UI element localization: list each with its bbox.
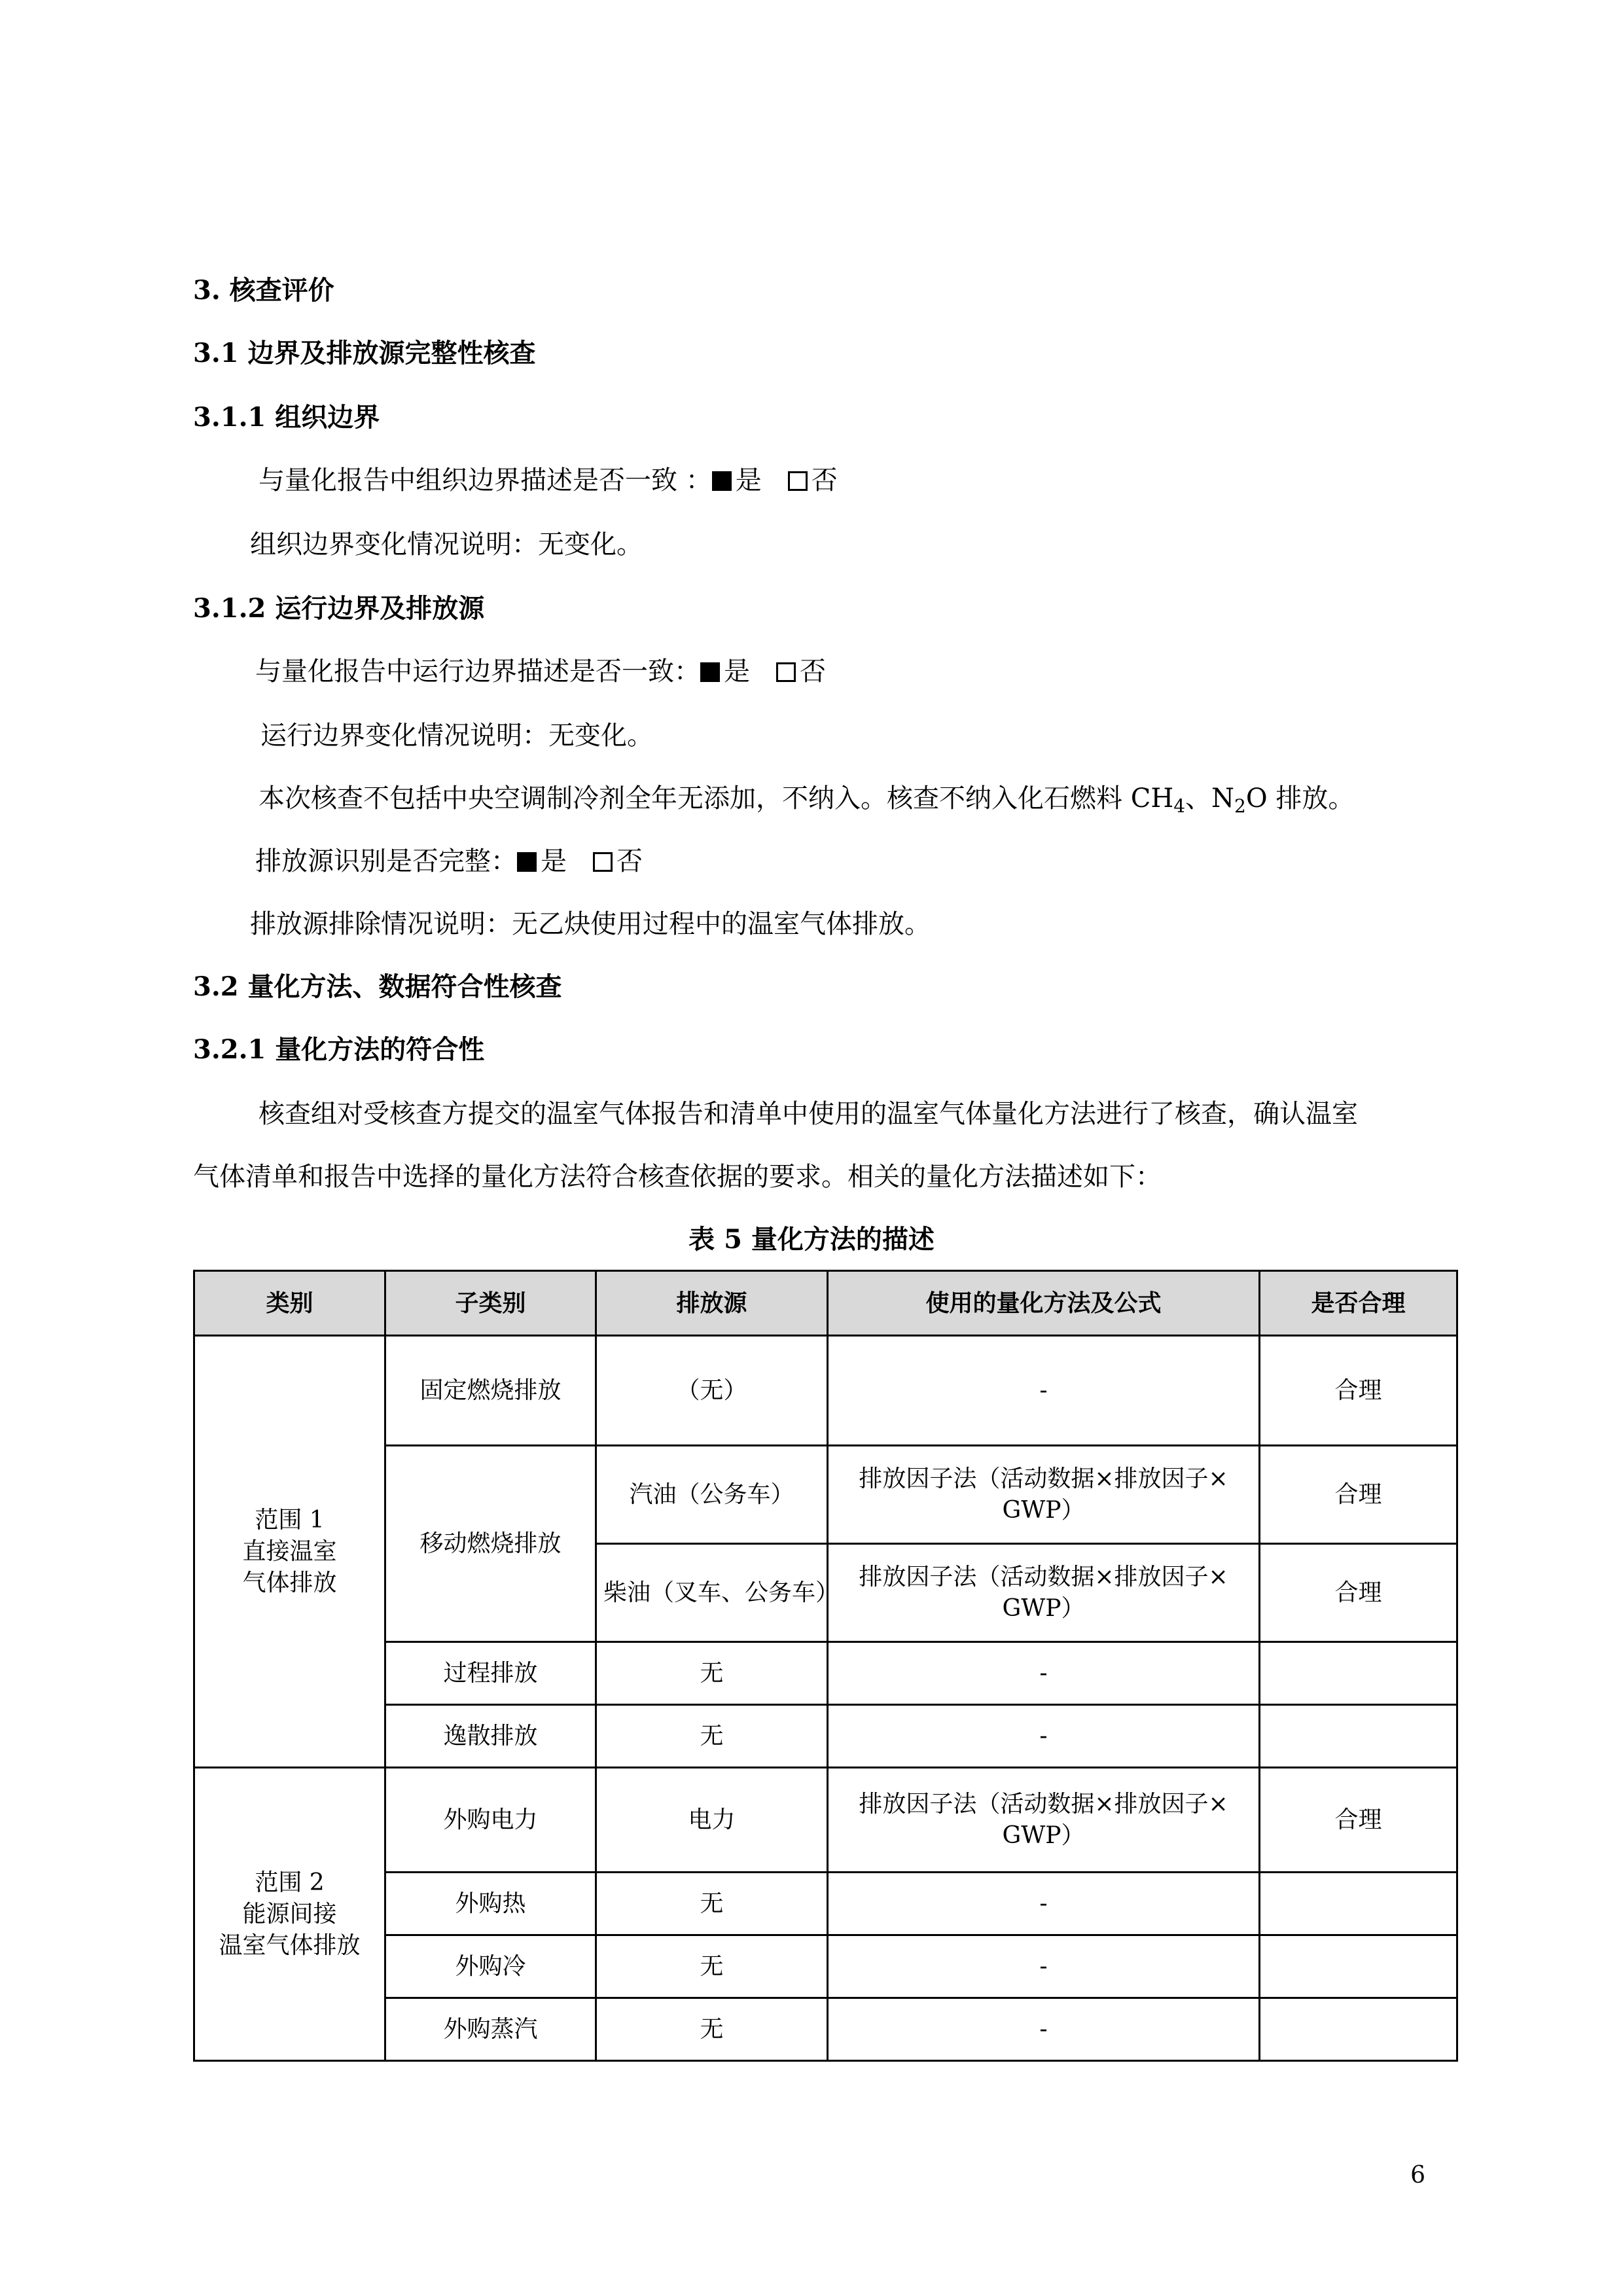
- heading-3-1-2: 3.1.2 运行边界及排放源: [193, 593, 485, 624]
- subcategory-cell: 外购热: [385, 1873, 596, 1935]
- method-cell: 排放因子法（活动数据×排放因子× GWP）: [828, 1544, 1260, 1642]
- reasonable-cell: [1260, 1873, 1457, 1935]
- checked-checkbox-icon: [712, 471, 732, 491]
- method-cell: -: [828, 1998, 1260, 2061]
- op-boundary-question: [255, 655, 826, 689]
- subcategory-cell: 移动燃烧排放: [385, 1446, 596, 1642]
- source-cell: 无: [596, 1705, 828, 1768]
- checked-checkbox-icon: [517, 852, 537, 872]
- reasonable-cell: [1260, 1642, 1457, 1705]
- method-paragraph-line2: 气体清单和报告中选择的量化方法符合核查依据的要求。相关的量化方法描述如下：: [193, 1162, 1162, 1192]
- source-cell: 柴油（叉车、公务车）: [596, 1544, 828, 1642]
- heading-3-2-1: 3.2.1 量化方法的符合性: [193, 1034, 485, 1065]
- table-caption: 表 5 量化方法的描述: [688, 1224, 935, 1255]
- subcategory-cell: 固定燃烧排放: [385, 1336, 596, 1446]
- heading-3-1-1: 3.1.1 组织边界: [193, 402, 380, 433]
- table-row: [194, 1768, 1457, 1873]
- subcategory-cell: 外购蒸汽: [385, 1998, 596, 2061]
- source-cell: （无）: [596, 1336, 828, 1446]
- op-yes-label: 是: [724, 656, 750, 687]
- org-boundary-question: [259, 463, 838, 497]
- reasonable-cell: 合理: [1260, 1336, 1457, 1446]
- method-cell: 排放因子法（活动数据×排放因子× GWP）: [828, 1446, 1260, 1544]
- source-cell: 无: [596, 1998, 828, 2061]
- org-boundary-question-text: 与量化报告中组织边界描述是否一致 ：: [259, 465, 712, 495]
- method-cell: -: [828, 1873, 1260, 1935]
- unchecked-checkbox-icon: [788, 471, 808, 491]
- org-boundary-change: 组织边界变化情况说明：无变化。: [250, 529, 643, 560]
- method-paragraph-line1: 核查组对受核查方提交的温室气体报告和清单中使用的温室气体量化方法进行了核查，确认温室: [259, 1099, 1358, 1129]
- op-boundary-question-text: 与量化报告中运行边界描述是否一致：: [255, 656, 700, 687]
- op-boundary-change: 运行边界变化情况说明：无变化。: [260, 721, 653, 751]
- header-emission-source: 排放源: [596, 1271, 828, 1336]
- reasonable-cell: [1260, 1998, 1457, 2061]
- subcategory-cell: 外购电力: [385, 1768, 596, 1873]
- unchecked-checkbox-icon: [776, 662, 796, 682]
- header-method: 使用的量化方法及公式: [828, 1271, 1260, 1336]
- reasonable-cell: 合理: [1260, 1768, 1457, 1873]
- table-header-row: [194, 1271, 1457, 1336]
- heading-3-2: 3.2 量化方法、数据符合性核查: [193, 971, 562, 1002]
- source-cell: 无: [596, 1873, 828, 1935]
- subcategory-cell: 外购冷: [385, 1935, 596, 1998]
- source-completeness-question: 排放源识别是否完整： 是 否: [255, 846, 643, 876]
- reasonable-cell: 合理: [1260, 1544, 1457, 1642]
- source-cell: 汽油（公务车）: [596, 1446, 828, 1544]
- heading-3: 3. 核查评价: [193, 275, 334, 306]
- method-cell: -: [828, 1935, 1260, 1998]
- source-cell: 无: [596, 1935, 828, 1998]
- op-no-label: 否: [800, 656, 826, 687]
- method-cell: 排放因子法（活动数据×排放因子× GWP）: [828, 1768, 1260, 1873]
- heading-3-1: 3.1 边界及排放源完整性核查: [193, 338, 536, 368]
- org-yes-label: 是: [735, 465, 762, 495]
- quantification-methods-table: [193, 1270, 1458, 2062]
- org-no-label: 否: [811, 465, 838, 495]
- category-scope2: 范围 2 能源间接 温室气体排放: [194, 1768, 385, 2061]
- method-cell: -: [828, 1336, 1260, 1446]
- source-cell: 电力: [596, 1768, 828, 1873]
- header-subcategory: 子类别: [385, 1271, 596, 1336]
- header-category: 类别: [194, 1271, 385, 1336]
- category-scope1: 范围 1 直接温室 气体排放: [194, 1336, 385, 1768]
- checked-checkbox-icon: [700, 662, 720, 682]
- source-cell: 无: [596, 1642, 828, 1705]
- op-scope-note: 本次核查不包括中央空调制冷剂全年无添加，不纳入。核查不纳入化石燃料 $CH_4$、$N_2O$ 排放。: [259, 783, 1355, 817]
- reasonable-cell: [1260, 1705, 1457, 1768]
- reasonable-cell: [1260, 1935, 1457, 1998]
- subcategory-cell: 逸散排放: [385, 1705, 596, 1768]
- header-reasonable: 是否合理: [1260, 1271, 1457, 1336]
- subcategory-cell: 过程排放: [385, 1642, 596, 1705]
- method-cell: -: [828, 1642, 1260, 1705]
- page-number: 6: [1410, 2162, 1425, 2189]
- source-exclusion-note: 排放源排除情况说明：无乙炔使用过程中的温室气体排放。: [250, 909, 931, 939]
- method-cell: -: [828, 1705, 1260, 1768]
- table-row: [194, 1336, 1457, 1446]
- reasonable-cell: 合理: [1260, 1446, 1457, 1544]
- unchecked-checkbox-icon: [593, 852, 613, 872]
